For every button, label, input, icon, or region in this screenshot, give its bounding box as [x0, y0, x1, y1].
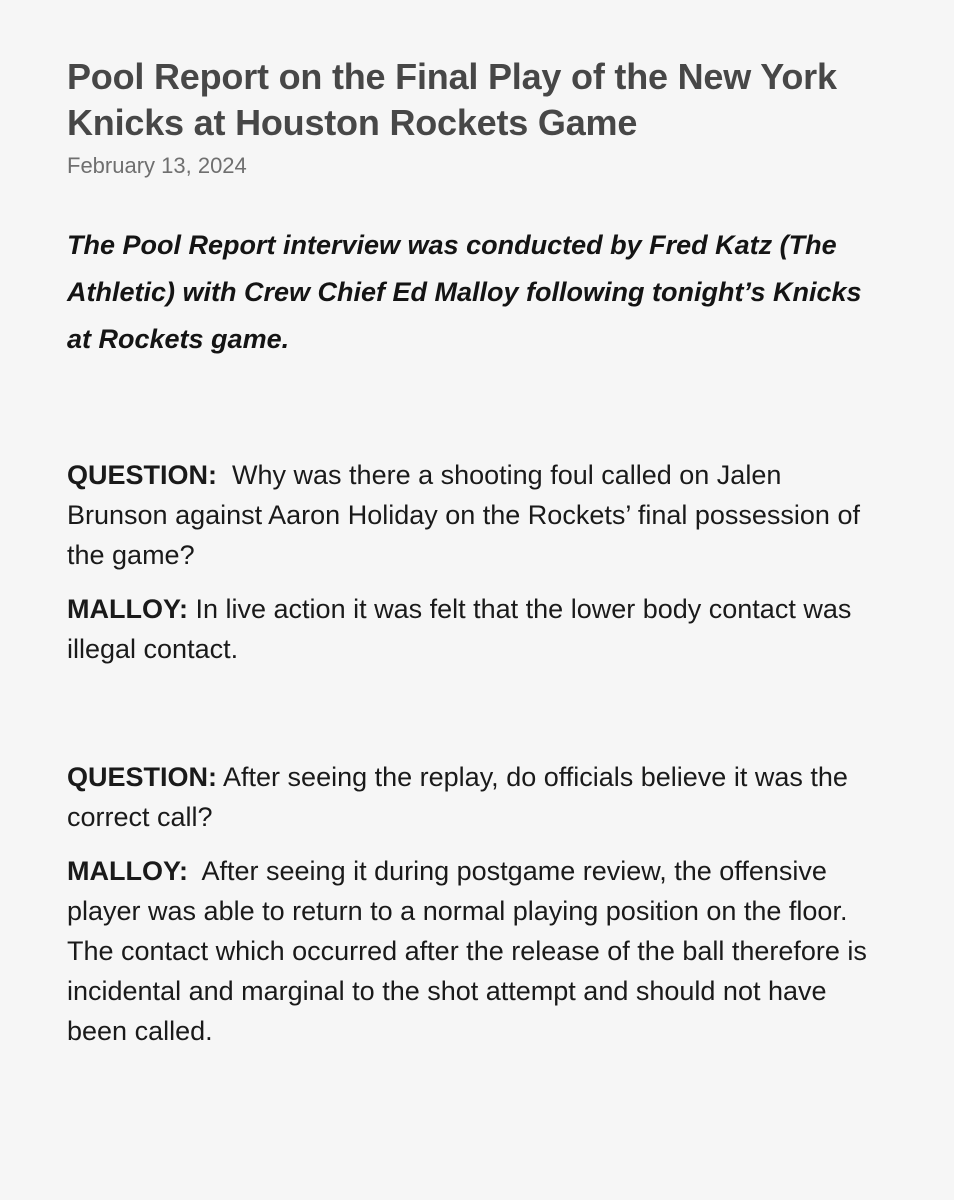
question-label: QUESTION:: [67, 460, 218, 490]
answer-label: MALLOY:: [67, 856, 188, 886]
question-paragraph: [67, 757, 887, 837]
qa-block: [67, 757, 887, 1051]
answer-text: In live action it was felt that the lower body contact was illegal contact.: [67, 594, 852, 664]
question-text: Why was there a shooting foul called on Jalen Brunson against Aaron Holiday on the Rockets’ final possession of the game?: [67, 460, 860, 570]
question-text: After seeing the replay, do officials believe it was the correct call?: [67, 762, 848, 832]
answer-paragraph: [67, 589, 887, 669]
question-paragraph: [67, 455, 887, 575]
article-date: February 13, 2024: [67, 153, 247, 178]
article: [67, 54, 887, 1051]
article-title: Pool Report on the Final Play of the New York Knicks at Houston Rockets Game: [67, 56, 837, 143]
answer-paragraph: [67, 851, 887, 1051]
answer-text: After seeing it during postgame review, the offensive player was able to return to a normal playing position on the floor. The contact which occurred after the release of the ball therefore is incidental and marginal to the shot attempt and should not have been called.: [67, 856, 867, 1046]
question-label: QUESTION:: [67, 762, 218, 792]
answer-label: MALLOY:: [67, 594, 188, 624]
article-intro: The Pool Report interview was conducted by Fred Katz (The Athletic) with Crew Chief Ed Malloy following tonight’s Knicks at Rockets game.: [67, 230, 862, 354]
qa-block: [67, 455, 887, 669]
